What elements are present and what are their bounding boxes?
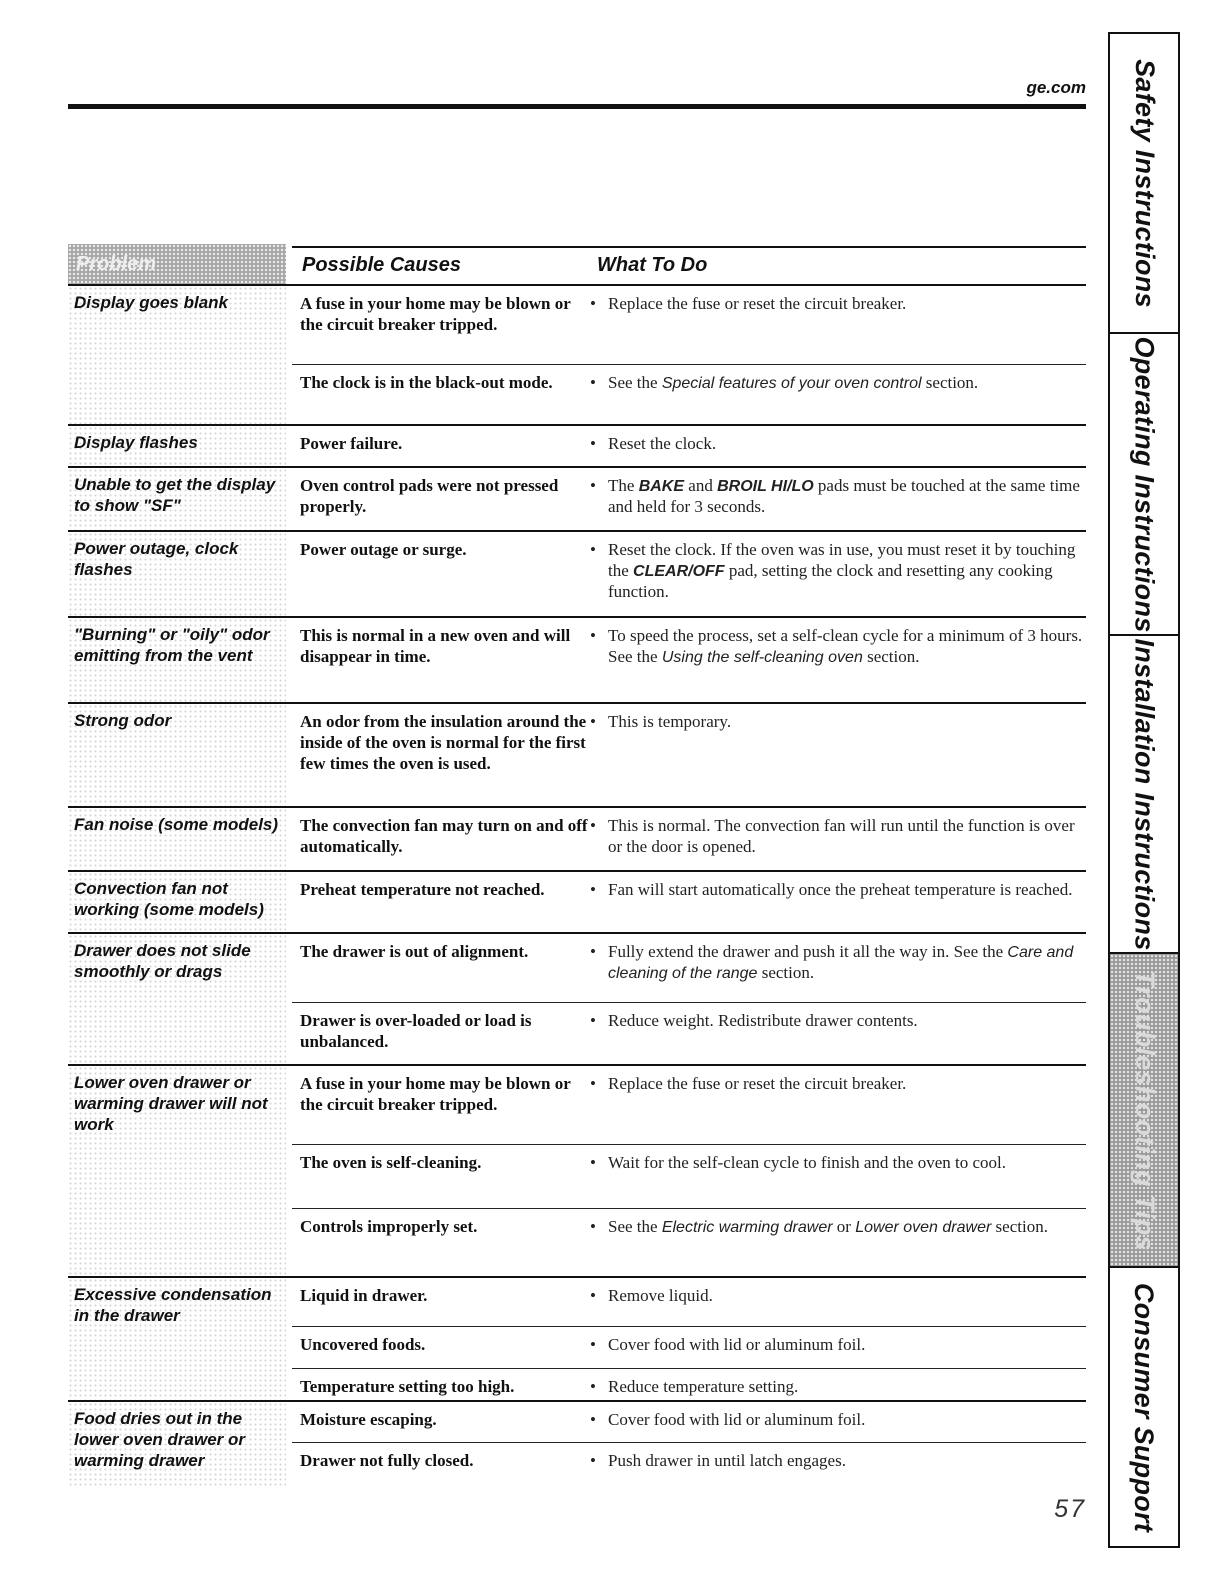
cause-entry [292,1368,1086,1401]
text-segment: or [832,1217,856,1236]
text-segment: See the [608,373,662,392]
problem-cell [68,808,286,870]
text-segment: Replace the fuse or reset the circuit breaker. [608,294,907,313]
what-to-do-text [608,815,1086,857]
possible-cause: Moisture escaping. [300,1410,437,1429]
problem-text: Drawer does not slide smoothly or drags [74,941,251,981]
header-problem-label: Problem [76,253,157,275]
what-to-do-text [608,539,1086,602]
bullet-icon: • [590,1410,596,1429]
problem-text: Display goes blank [74,293,228,312]
problem-cell [68,1278,286,1400]
text-segment: The [608,476,639,495]
text-segment: section. [862,647,920,666]
side-tab-label: Troubleshooting Tips [1129,969,1160,1251]
problem-text: Lower oven drawer or warming drawer will not work [74,1073,268,1134]
problem-text: Strong odor [74,711,172,730]
table-row [68,702,1086,806]
cause-entry [292,872,1086,932]
what-to-do-text [608,1285,1086,1306]
table-row [68,1064,1086,1276]
problem-cell [68,872,286,932]
table-row [68,424,1086,466]
what-to-do-text [608,372,1086,393]
text-segment: To speed the process, set a self-clean cycle for a minimum of 3 hours. See the [608,626,1083,666]
bullet-icon: • [590,373,596,392]
text-segment: Wait for the self-clean cycle to finish and the oven to cool. [608,1153,1006,1172]
possible-cause: A fuse in your home may be blown or the circuit breaker tripped. [300,294,571,334]
problem-text: Food dries out in the lower oven drawer or warming drawer [74,1409,245,1470]
text-segment: Reset the clock. [608,434,717,453]
what-to-do-text [608,293,1086,314]
cause-entry [292,1278,1086,1326]
cause-entry [292,934,1086,1002]
what-to-do-text [608,1376,1086,1397]
bullet-icon: • [590,942,596,961]
table-row [68,932,1086,1064]
problem-cell [68,1066,286,1276]
bullet-icon: • [590,880,596,899]
what-to-do [588,539,1086,602]
pad-name: BROIL HI/LO [717,478,814,495]
possible-cause: The convection fan may turn on and off automatically. [300,816,588,856]
table-row [68,1276,1086,1400]
possible-cause: The oven is self-cleaning. [300,1153,482,1172]
bullet-icon: • [590,1074,596,1093]
cause-entry [292,426,1086,466]
header-possible-causes: Possible Causes [302,254,461,276]
side-tab-label: Installation Instructions [1129,637,1160,951]
what-to-do-text [608,1450,1086,1471]
possible-cause: An odor from the insulation around the inside of the oven is normal for the first few times the oven is used. [300,712,587,773]
side-tab-label: Operating Instructions [1129,335,1160,633]
bullet-icon: • [590,1335,596,1354]
what-to-do [588,433,1086,454]
cause-entry [292,1208,1086,1277]
what-to-do [588,475,1086,517]
cause-entry [292,704,1086,806]
problem-text: Convection fan not working (some models) [74,879,264,919]
text-segment: and [684,476,718,495]
text-segment: Push drawer in until latch engages. [608,1451,846,1470]
table-row [68,616,1086,702]
cause-entry [292,808,1086,870]
what-to-do [588,1409,1086,1430]
header-what-to-do: What To Do [597,254,708,276]
problem-text: Fan noise (some models) [74,815,279,834]
bullet-icon: • [590,1286,596,1305]
problem-text: Display flashes [74,433,198,452]
possible-cause: Power outage or surge. [300,540,467,559]
what-to-do [588,1073,1086,1094]
bullet-icon: • [590,1451,596,1470]
text-segment: pads must be touched at the same time and held for 3 seconds. [608,476,1080,516]
what-to-do-text [608,433,1086,454]
page-number: 57 [1054,1495,1086,1523]
text-segment: pad, setting the clock and resetting any cooking function. [608,561,1053,601]
possible-cause: The drawer is out of alignment. [300,942,529,961]
cause-entry [292,1066,1086,1144]
text-segment: Cover food with lid or aluminum foil. [608,1410,866,1429]
what-to-do [588,1376,1086,1397]
bullet-icon: • [590,1153,596,1172]
text-segment: section. [991,1217,1048,1236]
cause-entry [292,364,1086,425]
possible-cause: Drawer is over-loaded or load is unbalanced. [300,1011,532,1051]
bullet-icon: • [590,1377,596,1396]
what-to-do [588,625,1086,667]
cause-entry [292,1442,1086,1487]
text-segment: Reduce temperature setting. [608,1377,799,1396]
text-segment: Cover food with lid or aluminum foil. [608,1335,866,1354]
what-to-do-text [608,941,1086,983]
what-to-do [588,815,1086,857]
what-to-do [588,879,1086,900]
what-to-do [588,941,1086,983]
what-to-do [588,1216,1086,1237]
site-url: ge.com [1026,78,1086,97]
what-to-do [588,1334,1086,1355]
possible-cause: This is normal in a new oven and will disappear in time. [300,626,571,666]
what-to-do-text [608,1010,1086,1031]
section-reference: Using the self-cleaning oven [661,649,863,666]
what-to-do-text [608,1409,1086,1430]
problem-text: Power outage, clock flashes [74,539,239,579]
what-to-do [588,1152,1086,1173]
text-segment: Fan will start automatically once the preheat temperature is reached. [608,880,1073,899]
table-row [68,870,1086,932]
possible-cause: Temperature setting too high. [300,1377,515,1396]
pad-name: BAKE [638,478,685,495]
problem-cell [68,468,286,530]
cause-entry [292,468,1086,530]
text-segment: This is temporary. [608,712,732,731]
possible-cause: Oven control pads were not pressed properly. [300,476,559,516]
possible-cause: A fuse in your home may be blown or the circuit breaker tripped. [300,1074,571,1114]
what-to-do [588,372,1086,393]
possible-cause: The clock is in the black-out mode. [300,373,553,392]
pad-name: CLEAR/OFF [633,563,725,580]
section-reference: Care and cleaning of the range [608,944,1074,982]
what-to-do-text [608,1216,1086,1237]
problem-cell [68,704,286,806]
problem-text: "Burning" or "oily" odor emitting from the vent [74,625,270,665]
problem-text: Unable to get the display to show "SF" [74,475,276,515]
problem-cell [68,934,286,1064]
text-segment: Replace the fuse or reset the circuit breaker. [608,1074,907,1093]
text-segment: section. [757,963,815,982]
problem-cell [68,532,286,616]
bullet-icon: • [590,434,596,453]
bullet-icon: • [590,626,596,645]
bullet-icon: • [590,476,596,495]
what-to-do-text [608,879,1086,900]
text-segment: section. [921,373,979,392]
possible-cause: Liquid in drawer. [300,1286,428,1305]
possible-cause: Power failure. [300,434,403,453]
problem-text: Excessive condensation in the drawer [74,1285,272,1325]
table-row [68,530,1086,616]
bullet-icon: • [590,1011,596,1030]
possible-cause: Uncovered foods. [300,1335,426,1354]
problem-cell [68,286,286,424]
text-segment: Fully extend the drawer and push it all the way in. See the [608,942,1008,961]
text-segment: Remove liquid. [608,1286,713,1305]
bullet-icon: • [590,1217,596,1236]
what-to-do [588,1010,1086,1031]
cause-entry [292,1402,1086,1442]
text-segment: Reduce weight. Redistribute drawer contents. [608,1011,918,1030]
cause-entry [292,1002,1086,1065]
table-row [68,1400,1086,1486]
what-to-do [588,1285,1086,1306]
what-to-do [588,711,1086,732]
problem-cell [68,1402,286,1486]
problem-cell [68,618,286,702]
section-reference: Special features of your oven control [661,375,922,392]
what-to-do-text [608,1334,1086,1355]
possible-cause: Controls improperly set. [300,1217,478,1236]
table-row [68,806,1086,870]
what-to-do [588,1450,1086,1471]
cause-entry [292,1144,1086,1209]
what-to-do-text [608,625,1086,667]
section-reference: Lower oven drawer [855,1219,992,1236]
side-tab-label: Safety Instructions [1129,58,1160,308]
section-reference: Electric warming drawer [661,1219,833,1236]
cause-entry [292,286,1086,364]
problem-cell [68,426,286,466]
what-to-do-text [608,1073,1086,1094]
possible-cause: Preheat temperature not reached. [300,880,545,899]
text-segment: See the [608,1217,662,1236]
what-to-do [588,293,1086,314]
bullet-icon: • [590,712,596,731]
cause-entry [292,532,1086,616]
table-row [68,466,1086,530]
table-row [68,284,1086,424]
bullet-icon: • [590,294,596,313]
cause-entry [292,1326,1086,1369]
possible-cause: Drawer not fully closed. [300,1451,474,1470]
what-to-do-text [608,711,1086,732]
side-tab-label: Consumer Support [1129,1282,1160,1532]
cause-entry [292,618,1086,702]
bullet-icon: • [590,540,596,559]
text-segment: This is normal. The convection fan will run until the function is over or the door is opened. [608,816,1075,856]
text-segment: Reset the clock. If the oven was in use, you must reset it by touching the [608,540,1076,580]
bullet-icon: • [590,816,596,835]
what-to-do-text [608,1152,1086,1173]
what-to-do-text [608,475,1086,517]
